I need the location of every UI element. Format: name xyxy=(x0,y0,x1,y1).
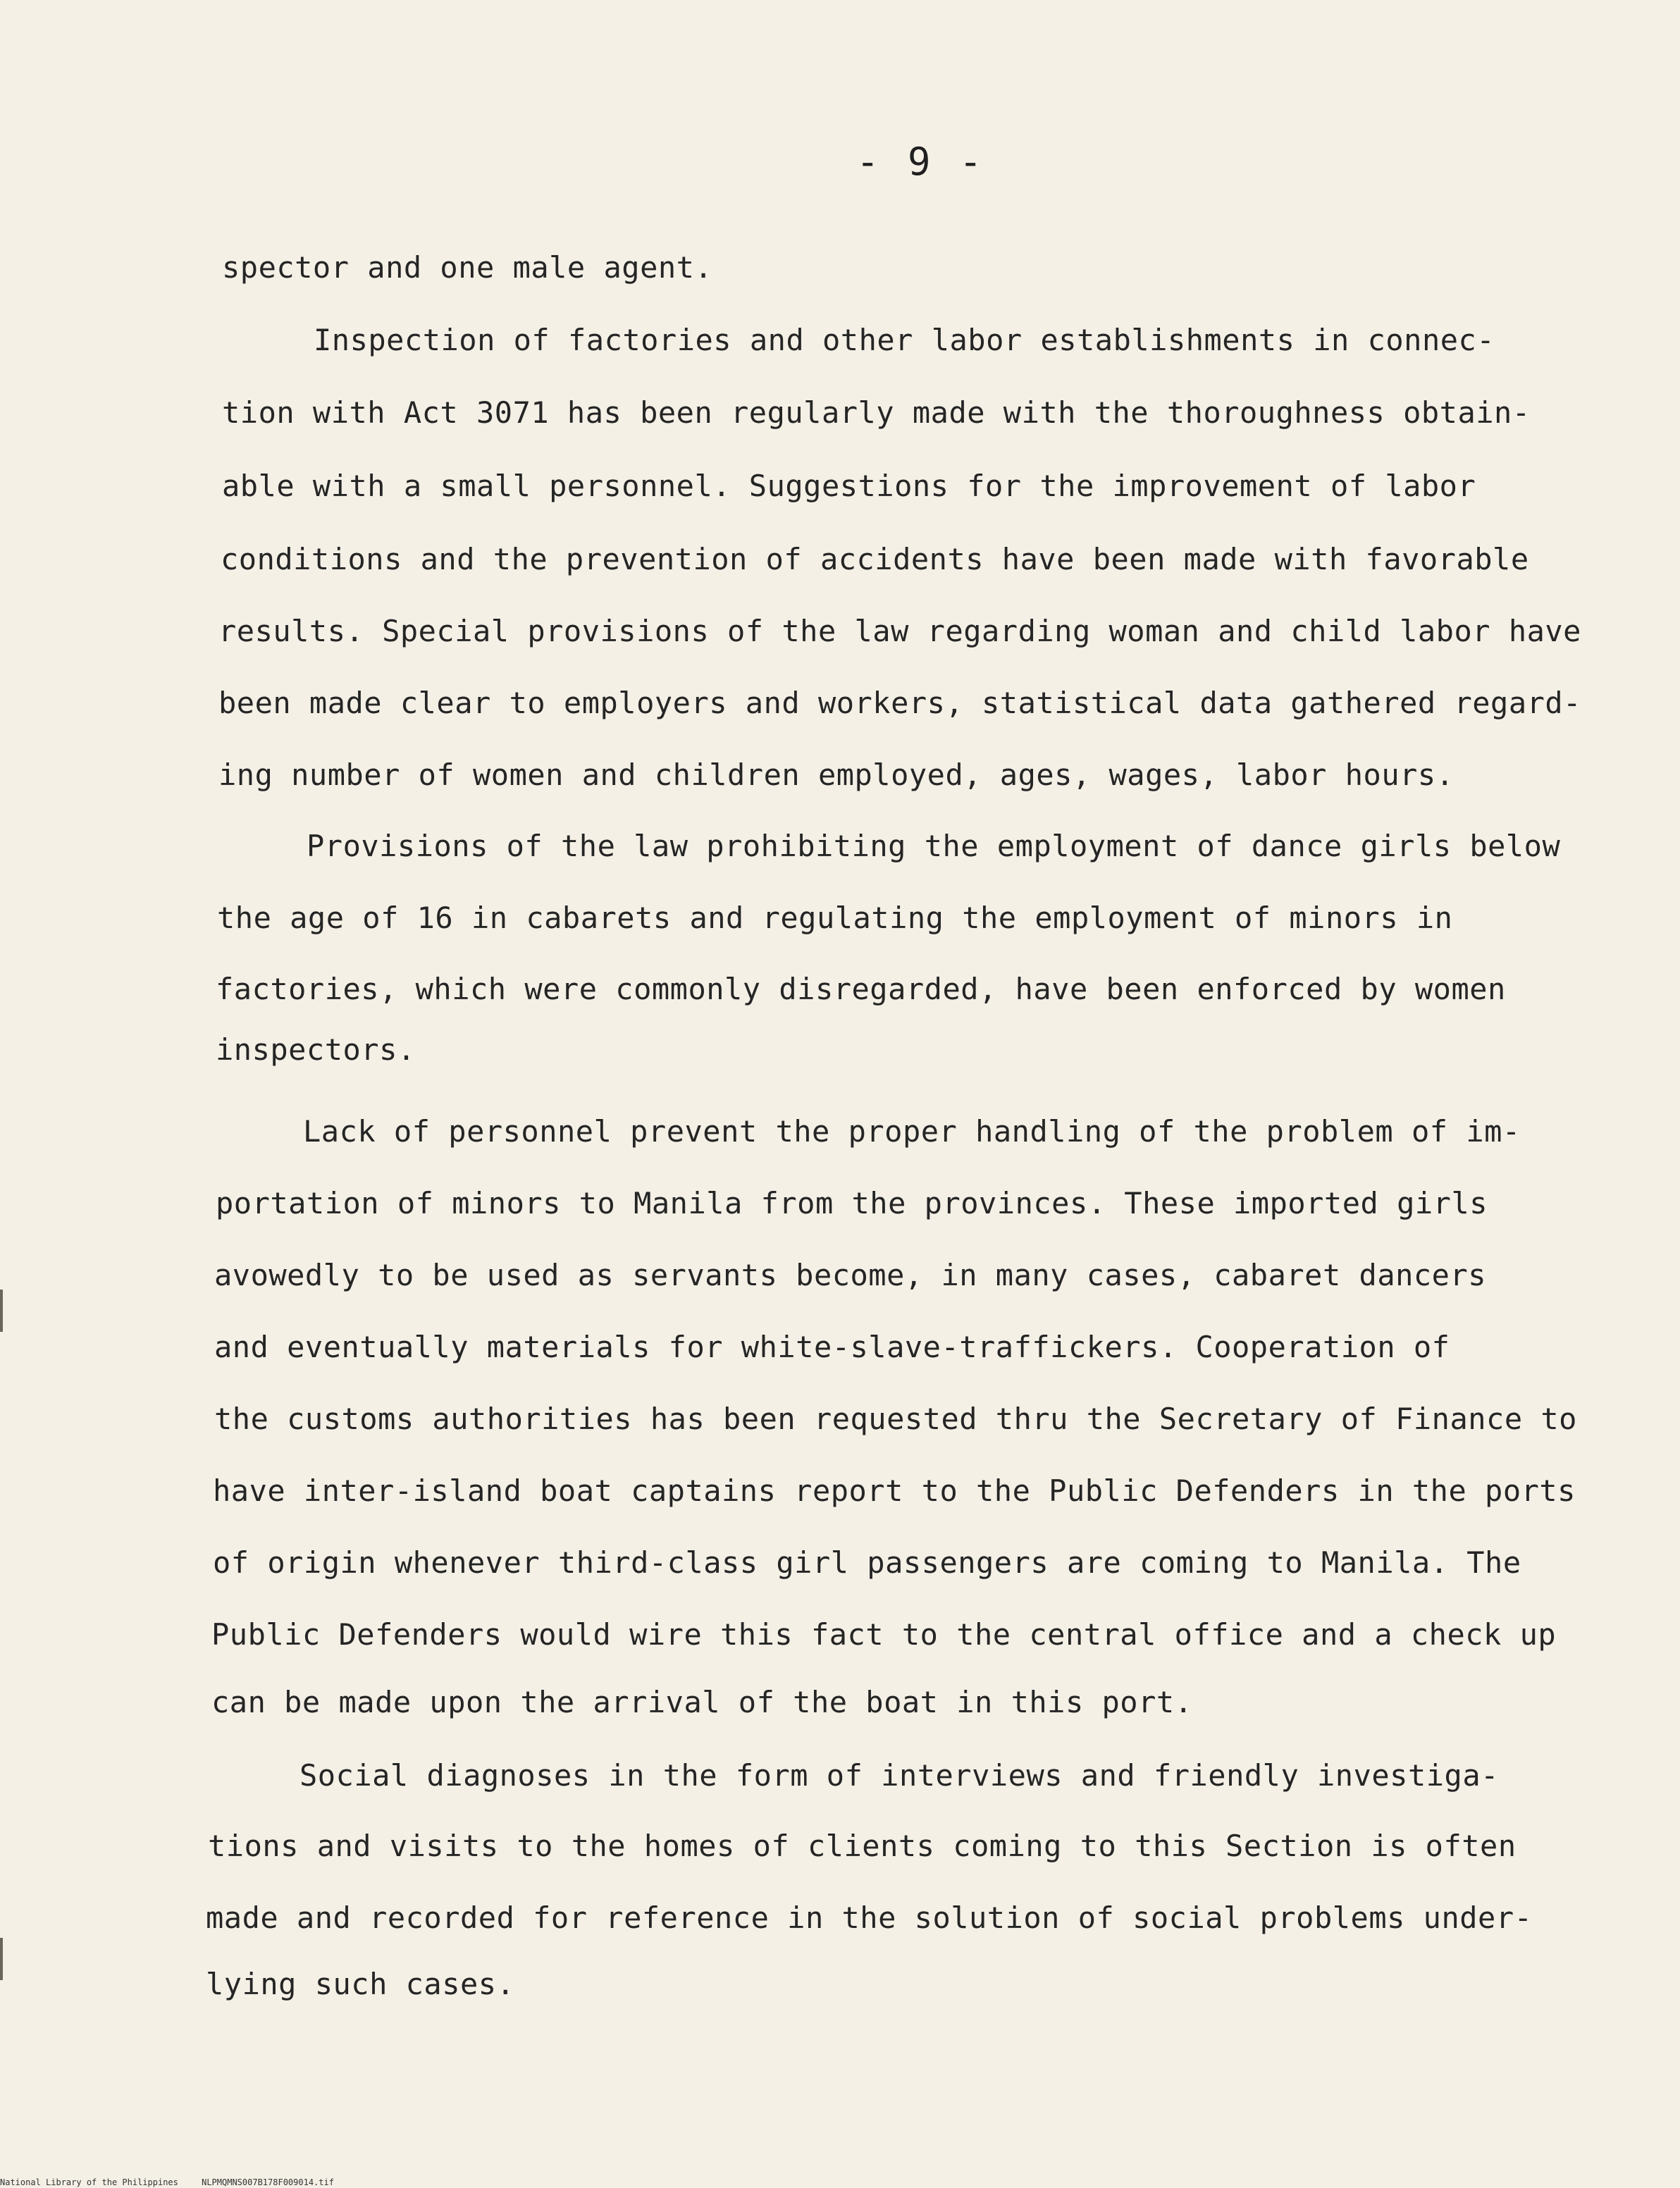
footer-library: National Library of the Philippines xyxy=(0,2177,178,2187)
text-line: spector and one male agent. xyxy=(222,250,713,285)
text-line: Lack of personnel prevent the proper handling of the problem of im- xyxy=(303,1114,1521,1149)
text-line: avowedly to be used as servants become, in many cases, cabaret dancers xyxy=(214,1258,1487,1292)
text-line: portation of minors to Manila from the provinces. These imported girls xyxy=(216,1186,1488,1220)
page-number: - 9 - xyxy=(856,140,985,184)
text-line: the customs authorities has been requested thru the Secretary of Finance to xyxy=(214,1402,1577,1436)
text-line: Provisions of the law prohibiting the employment of dance girls below xyxy=(307,829,1561,863)
text-line: Public Defenders would wire this fact to the central office and a check up xyxy=(211,1617,1557,1652)
text-line: tion with Act 3071 has been regularly made with the thoroughness obtain- xyxy=(222,395,1531,430)
text-line: the age of 16 in cabarets and regulating the employment of minors in xyxy=(217,901,1453,935)
text-line: and eventually materials for white-slave-traffickers. Cooperation of xyxy=(214,1330,1450,1364)
text-line: conditions and the prevention of accidents have been made with favorable xyxy=(221,542,1529,576)
text-line: tions and visits to the homes of clients coming to this Section is often xyxy=(208,1829,1517,1863)
text-line: factories, which were commonly disregarded, have been enforced by women xyxy=(216,972,1506,1006)
footer-filename: NLPMQMNS007B178F009014.tif xyxy=(202,2177,334,2187)
text-line: been made clear to employers and workers, statistical data gathered regard- xyxy=(218,686,1581,720)
text-line: can be made upon the arrival of the boat in this port. xyxy=(211,1685,1193,1719)
text-line: ing number of women and children employed, ages, wages, labor hours. xyxy=(218,758,1454,792)
text-line: of origin whenever third-class girl passengers are coming to Manila. The xyxy=(213,1545,1521,1580)
text-line: inspectors. xyxy=(216,1032,416,1067)
text-line: able with a small personnel. Suggestions for the improvement of labor xyxy=(222,469,1476,503)
text-line: Social diagnoses in the form of interviews and friendly investiga- xyxy=(299,1758,1499,1793)
text-line: have inter-island boat captains report to the Public Defenders in the ports xyxy=(213,1473,1576,1508)
text-line: Inspection of factories and other labor establishments in connec- xyxy=(314,323,1495,357)
archive-footer xyxy=(0,2177,352,2187)
binding-mark xyxy=(0,1938,3,1980)
text-line: lying such cases. xyxy=(206,1967,515,2001)
text-line: results. Special provisions of the law regarding woman and child labor have xyxy=(218,614,1581,648)
text-line: made and recorded for reference in the solution of social problems under- xyxy=(206,1900,1533,1935)
binding-mark xyxy=(0,1290,3,1332)
